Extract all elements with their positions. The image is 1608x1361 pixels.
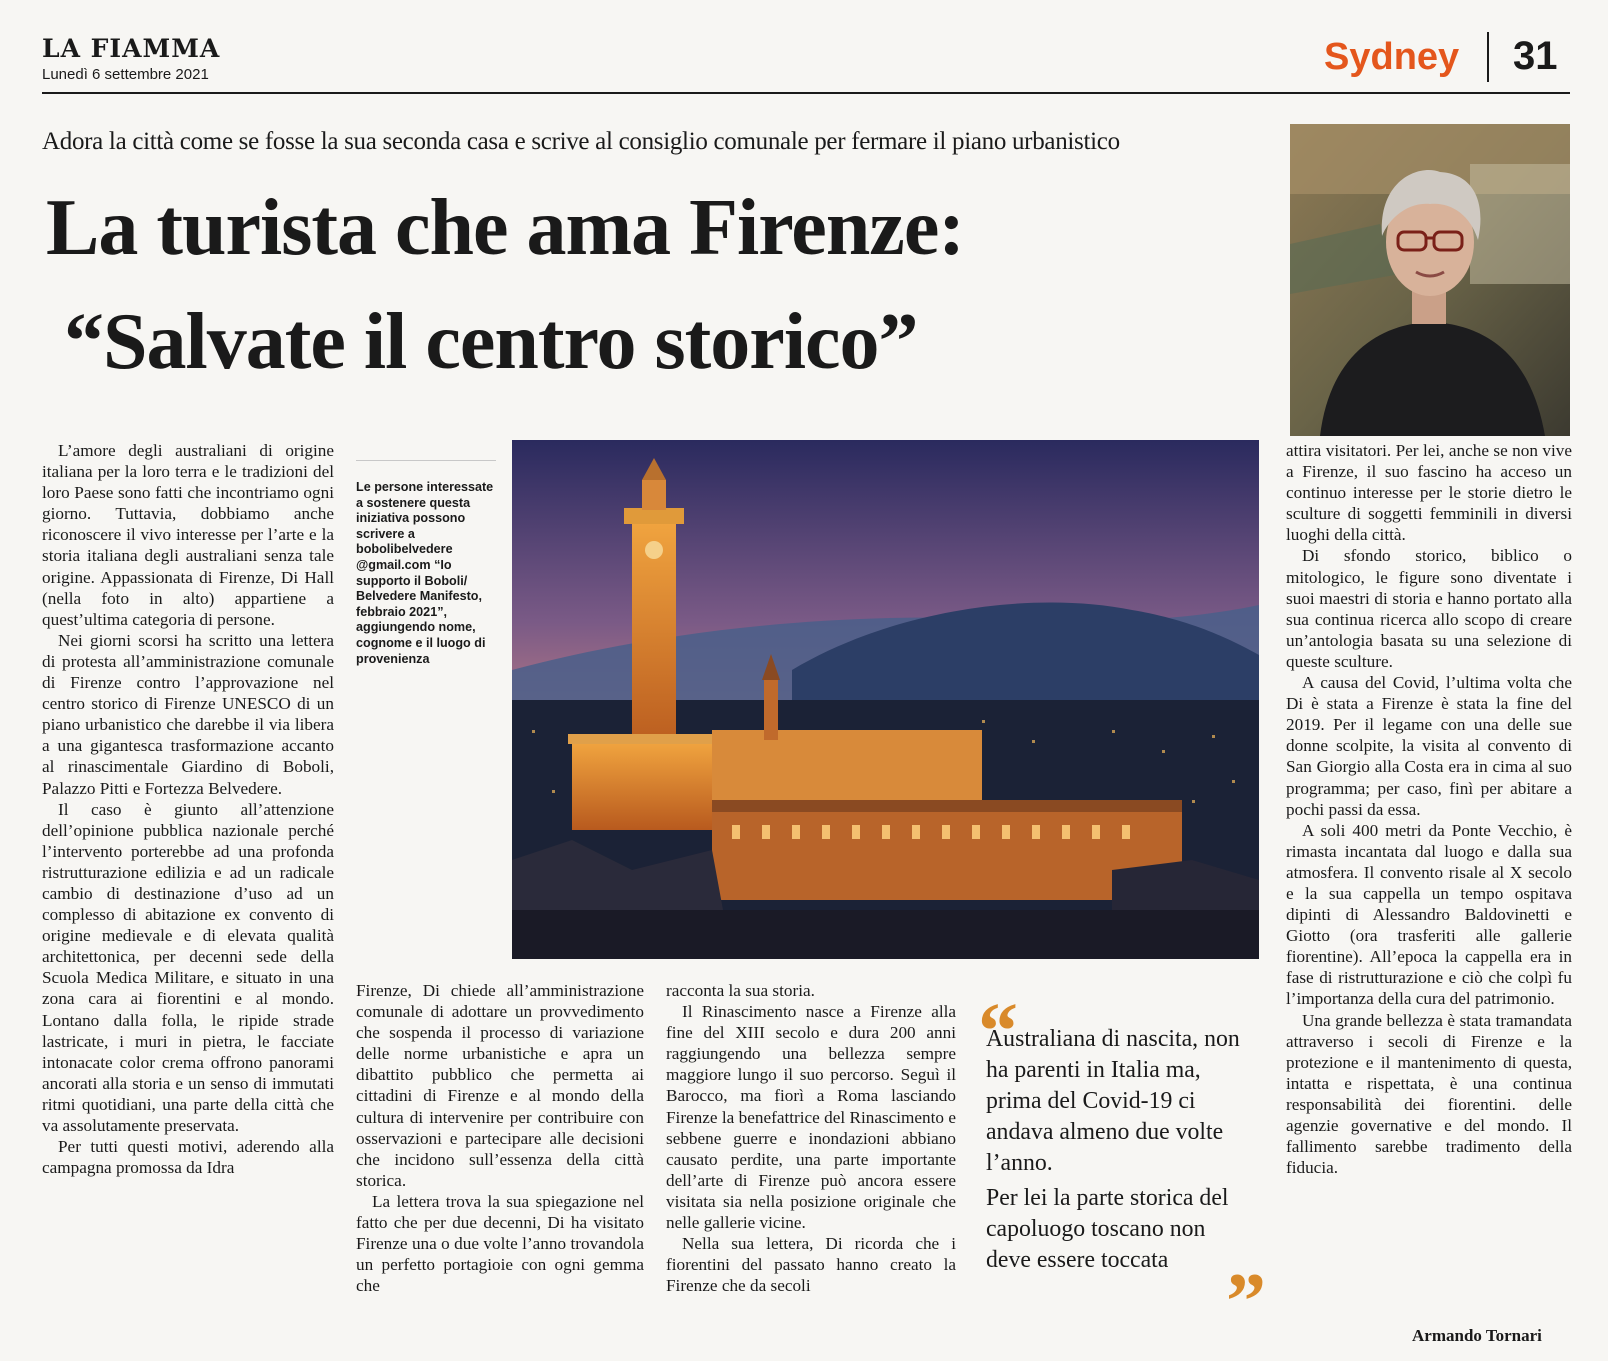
paragraph: attira visitatori. Per lei, anche se non vive a Firenze, il suo fascino ha acceso un continuo interesse per le storie dietro le sculture di soggetti femminili in diversi luoghi della città.: [1286, 441, 1572, 545]
page-number: 31: [1513, 34, 1558, 78]
paragraph: Firenze, Di chiede all’amministrazione comunale di adottare un provvedimento che sospenda il processo di variazione delle norme urbanistiche e apra un dibattito pubblico che permetta ai cittadini di Firenze e al mondo della cultura di intervenire per contribuire con osservazioni e partecipare alle decisioni che incidono sull’essenza della città storica.: [356, 981, 644, 1190]
paragraph: La lettera trova la sua spiegazione nel fatto che per due decenni, Di ha visitato Firenze una o due volte l’anno trovandola un perfetto portagioie con ogni gemma che: [356, 1191, 644, 1296]
masthead: LA FIAMMA: [42, 34, 221, 63]
author-portrait-photo: [1290, 124, 1570, 436]
paragraph: L’amore degli australiani di origine italiana per la loro terra e le tradizioni del loro Paese sono fatti che incontriamo ogni giorno. Tuttavia, dobbiamo anche riconoscere il vivo interesse per l’arte e la storia italiana degli australiani senza tale origine. Appassionata di Firenze, Di Hall (nella foto in alto) appartiene a quest’ultima categoria di persone.: [42, 441, 334, 629]
paragraph: Il Rinascimento nasce a Firenze alla fine del XIII secolo e dura 200 anni raggiungendo una bellezza sempre maggiore lungo il suo percorso. Seguì il Barocco, ma fiorì a Roma lasciando Firenze la benefattrice del Rinascimento e sebbene guerre e inondazioni abbiano causato perdite, una parte importante dell’arte di Firenze può ancora essere visitata sia nella posizione originale che nelle gallerie vicine.: [666, 1002, 956, 1233]
pull-quote-part-2: Per lei la parte storica del capoluogo toscano non deve essere toccata: [986, 1185, 1229, 1273]
article-column-2: [356, 980, 644, 1296]
article-column-1: [42, 440, 334, 1178]
headline-line-2: “Salvate il centro storico”: [64, 298, 918, 386]
sidebar-rule: [356, 460, 496, 461]
header-rule: [42, 92, 1570, 94]
sidebar-support-info: Le persone interessate a sostenere questa iniziativa possono scrivere a bobolibelvedere @gmail.com “Io supporto il Boboli/ Belvedere Manifesto, febbraio 2021”, aggiungendo nome, cognome e il luogo di provenienza: [356, 480, 494, 666]
quote-open-mark: “: [978, 988, 1018, 1076]
headline-line-1: La turista che ama Firenze:: [46, 184, 964, 272]
paragraph: racconta la sua storia.: [666, 981, 815, 1000]
article-column-4: [1286, 440, 1572, 1178]
florence-skyline-photo: [512, 440, 1259, 959]
article-kicker: Adora la città come se fosse la sua seconda casa e scrive al consiglio comunale per fermare il piano urbanistico: [42, 128, 1120, 155]
paragraph: Di sfondo storico, biblico o mitologico, le figure sono diventate i suoi maestri di storia e hanno portato alla sua continua ricerca allo scopo di creare un’antologia basata su una selezione di queste sculture.: [1286, 546, 1572, 671]
author-signature: Armando Tornari: [1412, 1326, 1542, 1345]
article-column-3: [666, 980, 956, 1296]
section-label: Sydney: [1324, 36, 1460, 78]
paragraph: Per tutti questi motivi, aderendo alla campagna promossa da Idra: [42, 1137, 334, 1178]
header-separator: [1487, 32, 1489, 82]
paragraph: A causa del Covid, l’ultima volta che Di è stata a Firenze è stata la fine del 2019. Per il legame con una delle sue donne scolpite, la visita al convento di San Giorgio alla Costa era in cima al suo programma; per caso, finì per abitare a pochi passi da essa.: [1286, 673, 1572, 819]
paragraph: A soli 400 metri da Ponte Vecchio, è rimasta incantata dal luogo e dalla sua atmosfera. Il convento risale al X secolo e la sua cappella un tempo ospitava dipinti di Alessandro Baldovinetti e Giotto (ora trasferiti alle gallerie fiorentine). All’epoca la cappella era in fase di ristrutturazione e ciò che colpì fu l’importanza della cura del patrimonio.: [1286, 820, 1572, 1009]
paragraph: Il caso è giunto all’attenzione dell’opinione pubblica nazionale perché l’intervento porterebbe ad una profonda ristrutturazione edilizia e ad un radicale cambio di destinazione d’uso ad un complesso di abitazione ex convento di origine medievale e di elevata qualità architettonica, per decenni sede della Scuola Medica Militare, e situato in una zona cara ai fiorentini e al mondo. Lontano dalla folla, le ripide strade lastricate, i muri in pietra, le facciate intonacate color crema offrono panorami ancorati alla storia e un senso di immutati ritmi quotidiani, una parte della città che va assolutamente preservata.: [42, 799, 334, 1135]
pull-quote-part-1: Australiana di nascita, non ha parenti in Italia ma, prima del Covid-19 ci andava almeno due volte l’anno.: [986, 1026, 1240, 1176]
pull-quote: [986, 1024, 1248, 1276]
paragraph: Una grande bellezza è stata tramandata attraverso i secoli di Firenze e la protezione e il mantenimento di questa, intatta e rispettata, è una continua responsabilità dei fiorentini. delle agenzie governative e del mondo. Il fallimento sarebbe tradimento della fiducia.: [1286, 1010, 1572, 1178]
paragraph: Nella sua lettera, Di ricorda che i fiorentini del passato hanno creato la Firenze che da secoli: [666, 1234, 956, 1296]
quote-close-mark: ”: [1226, 1258, 1266, 1346]
issue-date: Lunedì 6 settembre 2021: [42, 66, 209, 83]
paragraph: Nei giorni scorsi ha scritto una lettera di protesta all’amministrazione comunale di Firenze contro l’approvazione nel centro storico di Firenze UNESCO di un piano urbanistico che darebbe il via libera a una gigantesca trasformazione accanto al rinascimentale Giardino di Boboli, Palazzo Pitti e Fortezza Belvedere.: [42, 630, 334, 798]
